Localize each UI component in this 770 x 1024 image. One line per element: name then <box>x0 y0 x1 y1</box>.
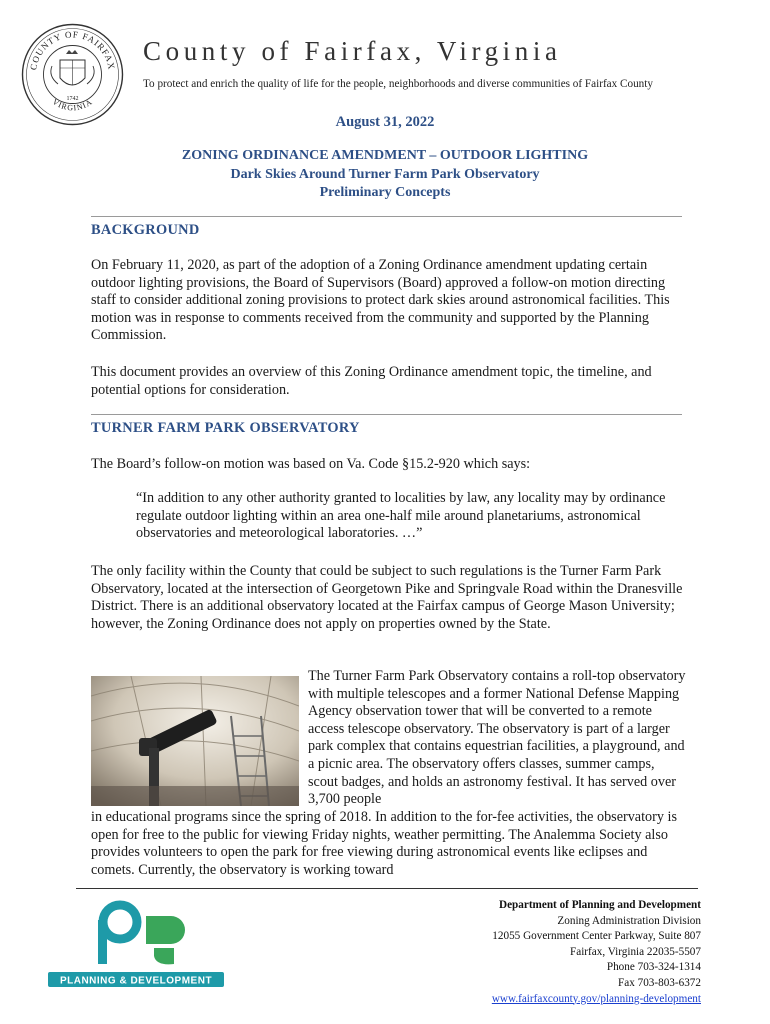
document-date: August 31, 2022 <box>335 114 435 130</box>
seal-top-text: COUNTY OF FAIRFAX <box>28 29 117 71</box>
background-paragraph-2: This document provides an overview of this Zoning Ordinance amendment topic, the timeline, and potential options for consideration. <box>91 364 652 398</box>
street-address: 12055 Government Center Parkway, Suite 807 <box>492 930 701 943</box>
tagline: To protect and enrich the quality of life for the people, neighborhoods and diverse communities of Fairfax County <box>143 78 653 90</box>
observatory-description: The Turner Farm Park Observatory contains a roll-top observatory with multiple telescopes and a former National Defense Mapping Agency observation tower that will be converted to a remote access telescope observatory. The observatory is part of a larger park complex that contains equestrian facilities, a playground, and a picnic area. The observatory offers classes, summer camps, scout badges, and holds an astronomy festival. It has served over 3,700 people <box>308 668 686 808</box>
county-title: County of Fairfax, Virginia <box>143 36 562 66</box>
code-quote: “In addition to any other authority granted to localities by law, any locality may by ordinance regulate outdoor lighting within an area one-half mile around planetariums, astronomical observatories and meteorological laboratories. …” <box>136 490 666 542</box>
division-name: Zoning Administration Division <box>557 914 701 927</box>
observatory-telescope-photo <box>91 676 299 806</box>
document-subtitle-2: Preliminary Concepts <box>319 185 451 200</box>
fax-number: Fax 703-803-6372 <box>618 976 701 989</box>
phone-number: Phone 703-324-1314 <box>606 961 701 974</box>
website-link[interactable]: www.fairfaxcounty.gov/planning-development <box>491 992 701 1005</box>
section-divider <box>91 414 682 415</box>
background-paragraph-1: On February 11, 2020, as part of the adoption of a Zoning Ordinance amendment updating certain outdoor lighting provisions, the Board of Supervisors (Board) approved a follow-on motion directing staff to consider additional zoning provisions to protect dark skies around astronomical facilities. This motion was in response to comments received from the community and supported by the Planning Commission. <box>91 257 670 344</box>
logo-text: PLANNING & DEVELOPMENT <box>59 975 213 987</box>
observatory-heading: TURNER FARM PARK OBSERVATORY <box>91 420 360 436</box>
planning-development-logo <box>46 896 226 992</box>
seal-year: 1742 <box>66 96 79 102</box>
seal-bottom-text: VIRGINIA <box>50 97 95 113</box>
background-heading: BACKGROUND <box>91 222 200 238</box>
observatory-description-continued: in educational programs since the spring of 2018. In addition to the for-fee activities, the observatory is open for free to the public for viewing Friday nights, weather permitting. The Analemma Society also provides volunteers to open the park for free viewing during astronomical events like eclipses and comets. Currently, the observatory is working toward <box>91 809 677 878</box>
city-address: Fairfax, Virginia 22035-5507 <box>570 945 701 958</box>
county-seal-logo <box>20 22 125 127</box>
observatory-paragraph-1: The Board’s follow-on motion was based on Va. Code §15.2-920 which says: <box>91 456 531 472</box>
document-title: ZONING ORDINANCE AMENDMENT – OUTDOOR LIGHTING <box>181 148 589 163</box>
section-divider <box>91 216 682 217</box>
footer-contact <box>492 898 701 1007</box>
observatory-paragraph-2: The only facility within the County that could be subject to such regulations is the Turner Farm Park Observatory, located at the intersection of Georgetown Pike and Springvale Road within the Dranesville District. There is an additional observatory located at the Fairfax campus of George Mason University; however, the Zoning Ordinance does not apply on properties owned by the State. <box>91 563 683 632</box>
footer-divider <box>76 888 698 889</box>
department-name: Department of Planning and Development <box>499 899 701 911</box>
document-subtitle: Dark Skies Around Turner Farm Park Observatory <box>230 167 540 182</box>
